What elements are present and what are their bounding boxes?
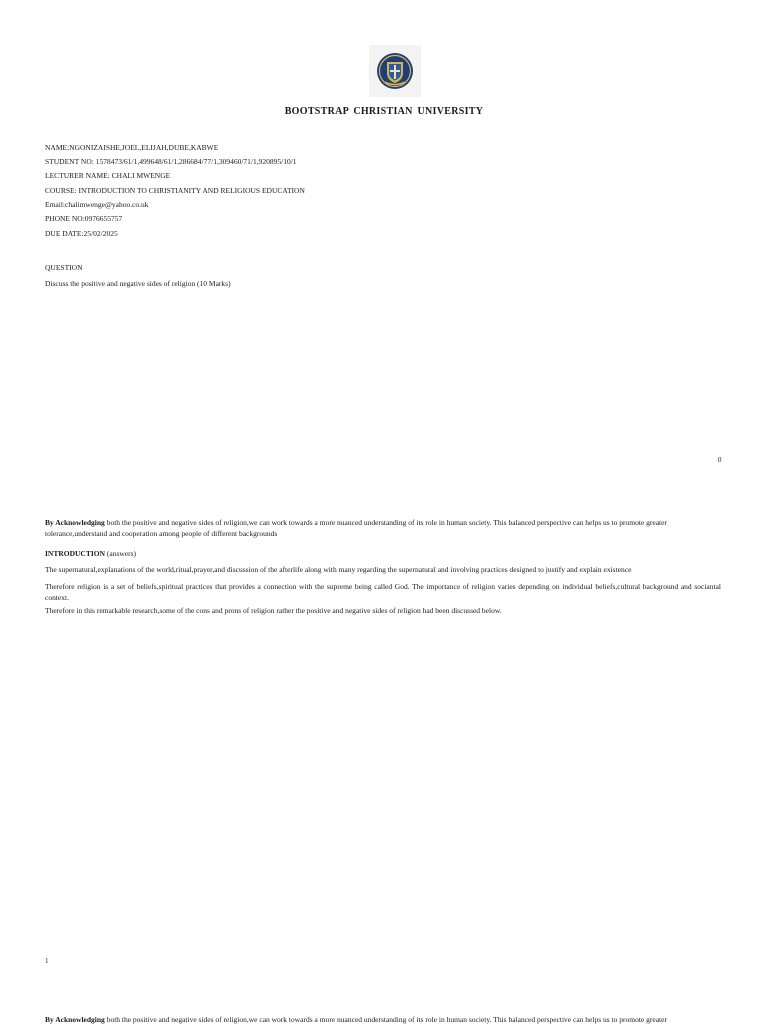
paragraph-supernatural: The supernatural,explanations of the world,ritual,prayer,and discussion of the afterlife along with many regarding the supernatural and involving practices designed to justify and explain existence [45, 565, 632, 574]
acknowledging-bold: By Acknowledging [45, 518, 105, 527]
paragraph-research: Therefore in this remarkable research,some of the cons and prons of religion rather the positive and negative sides of religion had been discussed below. [45, 606, 502, 615]
acknowledging-bold: By Acknowledging [45, 1015, 105, 1024]
due-date: DUE DATE:25/02/2025 [45, 229, 118, 238]
acknowledging-paragraph [45, 518, 721, 540]
question-text: Discuss the positive and negative sides of religion (10 Marks) [45, 279, 231, 288]
page-number: 0 [718, 456, 722, 464]
introduction-suffix: (answers) [105, 549, 137, 558]
page-number: 1 [45, 957, 49, 965]
student-names: NAME:NGONIZAISHE,JOEL,ELIJAH,DUBE,KABWE [45, 143, 219, 152]
student-numbers: STUDENT NO: 1578473/61/1,499648/61/1,286684/77/1,309460/71/1,920895/10/1 [45, 157, 297, 166]
paragraph-religion-definition: Therefore religion is a set of beliefs,spiritual practices that provides a connection with the supreme being called God. The importance of religion varies depending on individual beliefs,cultural background and sociantal context. [45, 582, 721, 602]
acknowledging-paragraph-repeat [45, 1015, 721, 1026]
university-name: BOOTSTRAP CHRISTIAN UNIVERSITY [284, 106, 484, 117]
course-name: COURSE: INTRODUCTION TO CHRISTIANITY AND RELIGIOUS EDUCATION [45, 186, 305, 195]
email: Email:chalimwenge@yahoo.co.uk [45, 200, 149, 209]
question-heading: QUESTION [45, 263, 83, 272]
acknowledging-text: both the positive and negative sides of religion,we can work towards a more nuanced understanding of its role in human society. This balanced perspective can helps us to promote greater tolerance,understand and cooperation among people of different backgrounds [45, 518, 667, 538]
university-crest-icon [369, 45, 421, 97]
introduction-heading [45, 549, 721, 560]
acknowledging-text: both the positive and negative sides of religion,we can work towards a more nuanced understanding of its role in human society. This balanced perspective can helps us to promote greater [104, 1015, 667, 1024]
lecturer-name: LECTURER NAME: CHALI MWENGE [45, 171, 171, 180]
phone-number: PHONE NO:0976655757 [45, 214, 123, 223]
introduction-bold: INTRODUCTION [45, 549, 106, 558]
